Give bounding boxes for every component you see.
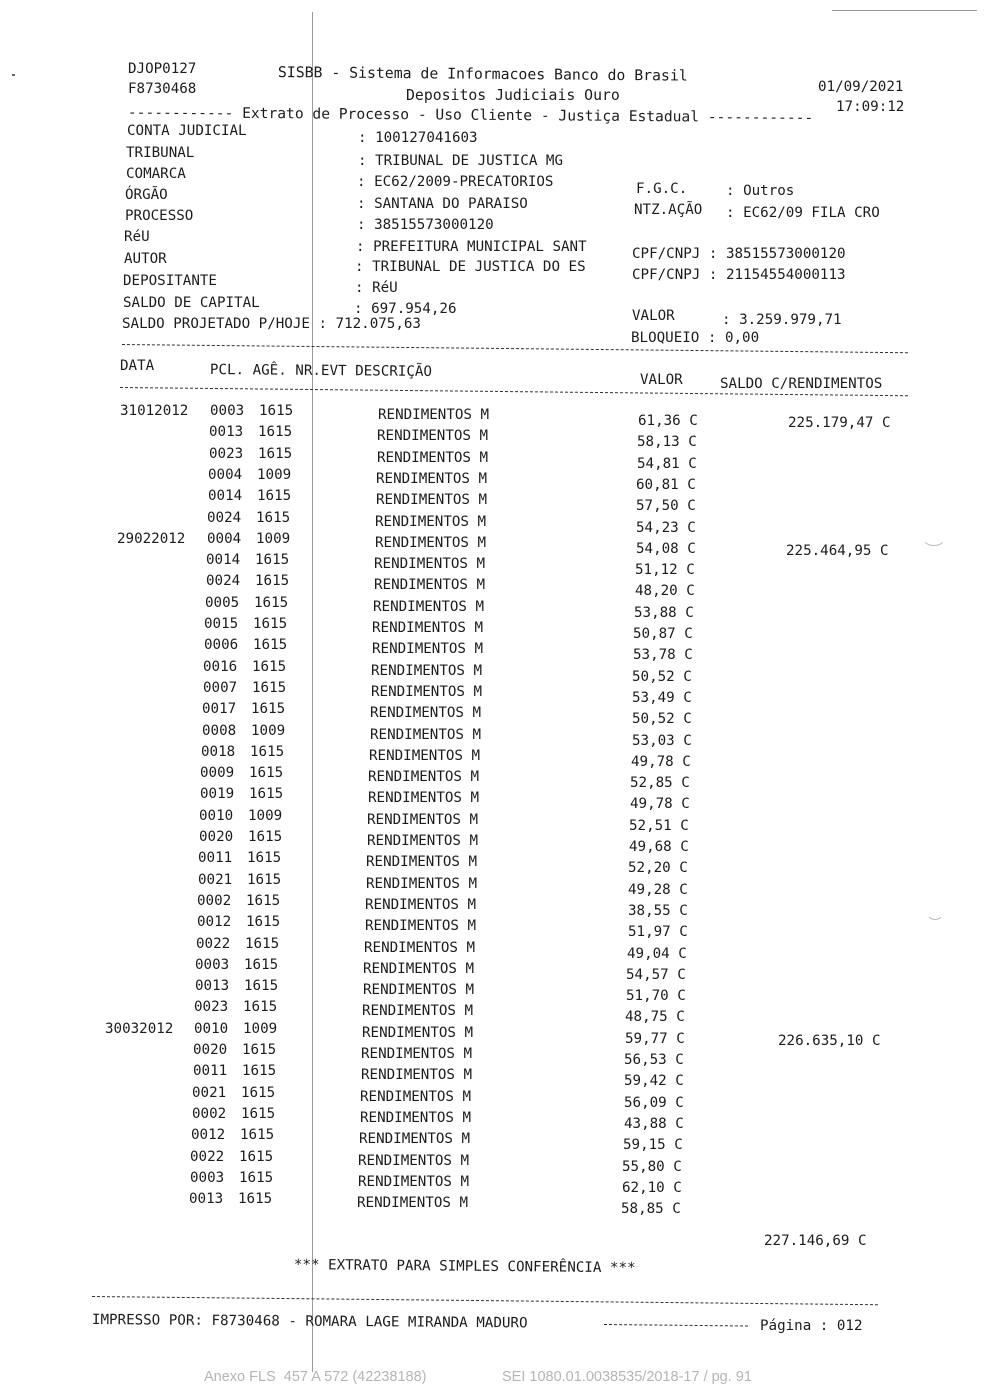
row-description: RENDIMENTOS M [357,1195,469,1212]
annex-reference: Anexo FLS 457 A 572 (42238188) [204,1369,427,1385]
table-row [0,786,990,813]
fgc-label: F.G.C. [636,181,688,197]
row-description: RENDIMENTOS M [363,960,475,977]
row-description: RENDIMENTOS M [358,1173,470,1190]
row-pcl: 0014 [208,488,243,505]
row-valor: 51,70 C [626,988,686,1005]
separator-footer [92,1296,878,1305]
row-saldo: 225.464,95 C [786,542,889,559]
orgao-label: ÓRGÃO [125,187,168,203]
row-agency: 1615 [242,1063,277,1080]
row-pcl: 0012 [191,1127,226,1144]
row-pcl: 0024 [207,509,242,526]
row-valor: 52,85 C [630,775,690,792]
reu-label: RéU [124,229,150,245]
row-description: RENDIMENTOS M [365,896,477,913]
row-description: RENDIMENTOS M [368,769,480,786]
row-valor: 50,87 C [633,626,693,642]
row-description: RENDIMENTOS M [360,1109,472,1126]
page-number: Página : 012 [760,1318,863,1334]
conta-judicial-label: CONTA JUDICIAL [127,123,247,139]
row-valor: 48,75 C [625,1009,685,1026]
row-agency: 1615 [240,1127,275,1144]
autor-label: AUTOR [124,251,167,267]
table-row [0,679,990,706]
table-row [0,914,990,941]
row-valor: 58,85 C [621,1201,681,1218]
table-row [0,978,990,1005]
row-agency: 1615 [241,1105,276,1122]
row-pcl: 0013 [195,978,230,995]
row-pcl: 0002 [197,892,232,909]
row-pcl: 0005 [205,594,240,611]
row-valor: 51,12 C [635,562,695,579]
row-description: RENDIMENTOS M [359,1131,471,1148]
row-description: RENDIMENTOS M [366,854,478,871]
row-description: RENDIMENTOS M [368,790,480,807]
row-valor: 54,57 C [626,966,686,983]
row-valor: 54,81 C [637,455,697,472]
row-pcl: 0013 [189,1191,224,1208]
row-pcl: 0002 [192,1105,227,1122]
table-row [0,935,990,962]
table-row [0,829,990,855]
row-agency: 1615 [243,999,278,1016]
row-valor: 62,10 C [622,1179,682,1196]
row-description: RENDIMENTOS M [363,982,475,999]
reu-value: : PREFEITURA MUNICIPAL SANT [356,239,587,255]
row-pcl: 0023 [194,999,229,1016]
autor-value: : TRIBUNAL DE JUSTICA DO ES [355,259,586,275]
row-valor: 43,88 C [624,1115,684,1132]
table-row [0,594,990,621]
table-row [0,1105,990,1132]
row-valor: 58,13 C [637,434,697,451]
row-saldo: 226.635,10 C [778,1032,881,1049]
row-pcl: 0017 [202,701,237,718]
row-description: RENDIMENTOS M [367,833,479,849]
ntz-acao-label: NTZ.AÇÃO [634,202,703,218]
row-description: RENDIMENTOS M [372,641,484,658]
row-description: RENDIMENTOS M [375,534,487,551]
paper-mark [926,902,944,920]
row-description: RENDIMENTOS M [377,428,489,445]
row-pcl: 0016 [203,658,238,675]
row-valor: 52,51 C [629,817,689,834]
row-valor: 54,23 C [636,519,696,536]
row-pcl: 0006 [204,637,239,654]
row-pcl: 0007 [203,679,238,696]
table-row [0,807,990,834]
col-valor-header: VALOR [640,372,683,388]
table-row [0,509,990,536]
row-pcl: 0021 [192,1084,227,1101]
final-saldo: 227.146,69 C [764,1233,867,1249]
sei-reference: SEI 1080.01.0038535/2018-17 / pg. 91 [502,1369,752,1385]
table-row [0,871,990,898]
table-row [0,552,990,579]
saldo-projetado: SALDO PROJETADO P/HOJE : 712.075,63 [122,316,421,332]
table-row [0,1169,990,1196]
table-row [0,1042,990,1068]
table-row [0,403,990,431]
paper-mark [922,528,946,546]
table-row [0,1191,990,1218]
processo-label: PROCESSO [125,208,194,224]
row-agency: 1615 [255,573,290,590]
row-agency: 1615 [253,616,288,632]
row-valor: 49,78 C [630,796,690,813]
bloqueio: BLOQUEIO : 0,00 [631,330,760,346]
table-row [0,701,990,728]
tribunal-value: : TRIBUNAL DE JUSTICA MG [358,153,563,169]
row-agency: 1615 [247,871,282,888]
row-valor: 56,53 C [624,1052,684,1068]
row-date: 31012012 [120,403,189,419]
row-valor: 54,08 C [636,540,696,557]
table-row [0,658,990,685]
row-pcl: 0012 [197,914,232,931]
row-valor: 48,20 C [635,583,695,600]
table-row [0,445,990,472]
table-row [0,573,990,600]
table-row [0,424,990,451]
comarca-label: COMARCA [126,166,186,182]
row-valor: 49,28 C [628,881,688,898]
row-description: RENDIMENTOS M [374,556,486,573]
col-pcl-header: PCL. AGÊ. NR.EVT DESCRIÇÃO [209,361,433,380]
row-agency: 1615 [246,892,281,909]
row-agency: 1615 [251,701,286,718]
system-subtitle: Depositos Judiciais Ouro [406,87,620,104]
autor-cpf-cnpj: CPF/CNPJ : 21154554000113 [632,267,846,283]
row-pcl: 0004 [208,466,243,483]
row-valor: 50,52 C [632,668,692,685]
row-description: RENDIMENTOS M [364,939,476,956]
row-description: RENDIMENTOS M [369,747,481,764]
row-valor: 56,09 C [624,1094,684,1111]
row-valor: 53,78 C [633,647,693,664]
row-pcl: 0003 [190,1169,225,1186]
row-valor: 49,68 C [629,839,689,855]
program-code: DJOP0127 [128,61,197,77]
row-pcl: 0020 [199,829,234,845]
row-pcl: 0003 [210,403,245,419]
col-data-header: DATA [120,358,155,374]
extract-title: ------------ Extrato de Processo - Uso Cliente - Justiça Estadual ------------ [127,104,814,127]
valor-label: VALOR [632,308,675,324]
saldo-capital-label: SALDO DE CAPITAL [123,295,260,311]
row-description: RENDIMENTOS M [358,1152,470,1169]
saldo-capital-value: : 697.954,26 [354,301,457,317]
print-date: 01/09/2021 [818,79,904,95]
row-pcl: 0015 [204,616,239,632]
table-row [0,1084,990,1111]
row-agency: 1615 [248,829,283,845]
row-agency: 1615 [242,1042,277,1058]
row-pcl: 0020 [193,1042,228,1058]
row-description: RENDIMENTOS M [362,1024,474,1041]
row-pcl: 0008 [202,722,237,739]
table-row [0,1063,990,1090]
row-agency: 1009 [248,807,283,824]
row-pcl: 0010 [194,1020,229,1037]
row-valor: 51,97 C [628,924,688,941]
row-description: RENDIMENTOS M [377,449,489,466]
table-row [0,530,990,559]
row-agency: 1009 [251,722,286,739]
row-pcl: 0010 [199,807,234,824]
simple-conference-notice: *** EXTRATO PARA SIMPLES CONFERÊNCIA *** [293,1257,636,1277]
table-row [0,850,990,877]
row-valor: 53,03 C [632,732,692,749]
row-description: RENDIMENTOS M [367,811,479,828]
row-description: RENDIMENTOS M [370,705,482,722]
table-row [0,765,990,792]
row-valor: 49,04 C [627,945,687,962]
row-description: RENDIMENTOS M [361,1067,473,1084]
row-pcl: 0004 [207,530,242,547]
row-agency: 1615 [244,978,279,995]
comarca-value: : EC62/2009-PRECATORIOS [357,174,554,190]
row-date: 29022012 [117,530,186,547]
top-edge-line [832,10,977,11]
row-agency: 1615 [239,1169,274,1186]
row-pcl: 0018 [201,743,236,760]
printed-by: IMPRESSO POR: F8730468 - ROMARA LAGE MIRANDA MADURO [91,1312,528,1332]
table-row [0,722,990,749]
row-agency: 1009 [243,1020,278,1037]
row-description: RENDIMENTOS M [375,513,487,530]
table-row [0,999,990,1026]
row-valor: 61,36 C [638,413,698,429]
table-row [0,1148,990,1175]
row-valor: 60,81 C [636,476,696,493]
table-row [0,1020,990,1049]
row-pcl: 0009 [200,765,235,782]
row-agency: 1615 [252,679,287,696]
ntz-acao-value: : EC62/09 FILA CRO [726,205,880,221]
row-agency: 1615 [247,850,282,867]
depositante-label: DEPOSITANTE [123,273,217,289]
row-pcl: 0021 [198,871,233,888]
row-valor: 49,78 C [631,753,691,770]
row-valor: 59,42 C [624,1073,684,1090]
system-title: SISBB - Sistema de Informacoes Banco do Brasil [277,64,688,85]
table-row [0,743,990,770]
processo-value: : 38515573000120 [357,217,494,233]
table-row [0,466,990,493]
row-valor: 50,52 C [632,711,692,728]
row-pcl: 0011 [198,850,233,867]
row-agency: 1615 [258,424,293,441]
row-agency: 1615 [245,935,280,952]
row-pcl: 0023 [209,445,244,462]
table-row [0,488,990,515]
row-agency: 1615 [252,658,287,675]
row-valor: 57,50 C [636,498,696,515]
separator-printed-by [604,1324,748,1327]
separator-header [122,344,908,353]
row-description: RENDIMENTOS M [366,875,478,892]
table-row [0,637,990,664]
row-description: RENDIMENTOS M [374,577,486,594]
row-description: RENDIMENTOS M [378,407,490,423]
row-agency: 1009 [256,530,291,547]
row-agency: 1615 [257,488,292,505]
col-saldo-header: SALDO C/RENDIMENTOS [720,376,883,392]
table-row [0,956,990,983]
row-agency: 1615 [238,1191,273,1208]
row-description: RENDIMENTOS M [370,726,482,743]
row-valor: 59,15 C [623,1137,683,1154]
row-valor: 38,55 C [628,902,688,919]
fgc-value: : Outros [726,183,795,199]
print-time: 17:09:12 [836,99,905,115]
row-agency: 1615 [244,956,279,973]
row-date: 30032012 [105,1020,174,1037]
user-code: F8730468 [128,81,197,97]
row-pcl: 0003 [195,956,230,973]
row-description: RENDIMENTOS M [365,918,477,935]
paper-dot [12,74,15,76]
row-description: RENDIMENTOS M [361,1046,473,1062]
row-agency: 1615 [239,1148,274,1165]
row-pcl: 0011 [193,1063,228,1080]
row-pcl: 0022 [190,1148,225,1165]
row-agency: 1615 [249,765,284,782]
table-row [0,1127,990,1154]
row-agency: 1615 [256,509,291,526]
row-agency: 1615 [255,552,290,569]
row-pcl: 0019 [200,786,235,803]
row-pcl: 0014 [206,552,241,569]
valor-value: : 3.259.979,71 [722,312,842,328]
row-agency: 1615 [258,445,293,462]
row-description: RENDIMENTOS M [373,598,485,615]
row-pcl: 0013 [209,424,244,441]
row-description: RENDIMENTOS M [376,492,488,509]
row-description: RENDIMENTOS M [360,1088,472,1105]
row-agency: 1615 [246,914,281,931]
row-agency: 1615 [250,743,285,760]
row-pcl: 0024 [206,573,241,590]
row-agency: 1615 [249,786,284,803]
row-agency: 1615 [253,637,288,654]
row-agency: 1615 [254,594,289,611]
row-agency: 1009 [257,466,292,483]
row-agency: 1615 [259,403,294,419]
tribunal-label: TRIBUNAL [126,145,195,161]
row-description: RENDIMENTOS M [362,1003,474,1020]
row-agency: 1615 [241,1084,276,1101]
row-valor: 55,80 C [622,1158,682,1175]
row-valor: 53,49 C [632,689,692,706]
row-valor: 59,77 C [625,1030,685,1047]
conta-judicial-value: : 100127041603 [358,130,478,146]
row-saldo: 225.179,47 C [788,415,891,431]
row-description: RENDIMENTOS M [372,620,484,636]
table-row [0,616,990,642]
table-row [0,892,990,919]
row-pcl: 0022 [196,935,231,952]
depositante-value: : RéU [355,280,398,296]
row-description: RENDIMENTOS M [371,662,483,679]
row-description: RENDIMENTOS M [376,470,488,487]
row-description: RENDIMENTOS M [371,683,483,700]
row-valor: 53,88 C [634,604,694,621]
row-valor: 52,20 C [628,860,688,877]
reu-cpf-cnpj: CPF/CNPJ : 38515573000120 [632,246,846,262]
orgao-value: : SANTANA DO PARAISO [357,196,528,212]
